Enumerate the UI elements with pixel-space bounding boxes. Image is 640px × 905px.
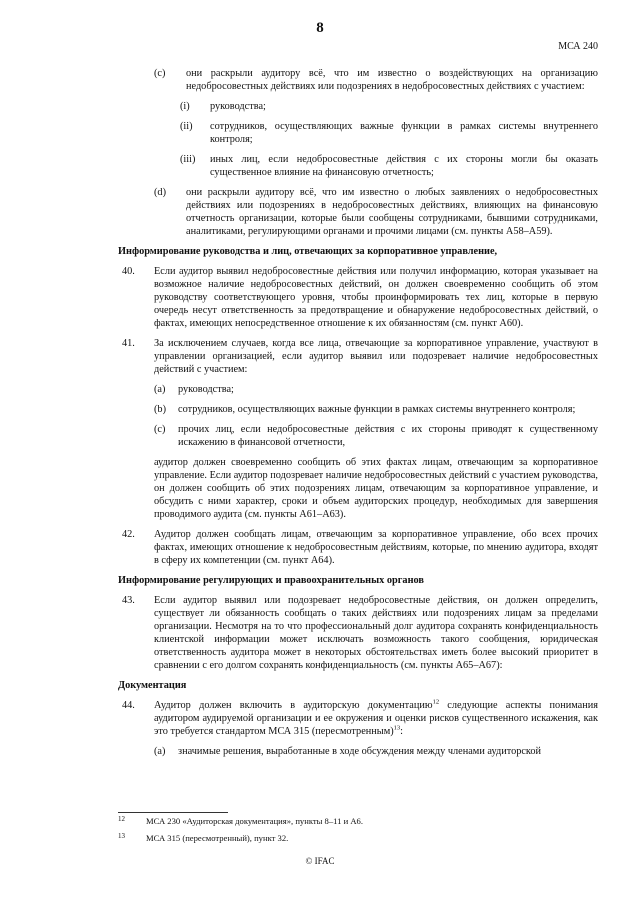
paragraph xyxy=(118,337,598,376)
footnote-number: 13 xyxy=(118,832,125,840)
paragraph-number: 42. xyxy=(122,529,135,540)
item-text: руководства; xyxy=(178,384,234,395)
item-label: (c) xyxy=(154,424,166,435)
item-label: (a) xyxy=(154,746,166,757)
footnote xyxy=(118,832,598,844)
section-heading: Информирование руководства и лиц, отвечающих за корпоративное управление, xyxy=(118,246,498,257)
item-label: (iii) xyxy=(180,154,196,165)
item-text: они раскрыли аудитору всё, что им известно о любых заявлениях о недобросовестных действиях или подозрениях в недобросовестных действиях, влияющих на финансовую отчетность организации, которые были сообщены сотрудниками, бывшими сотрудниками, аналитиками, регулирующими органами и прочими лицами (см. пункты А58–А59). xyxy=(186,187,598,237)
paragraph-text-part: следующие аспекты понимания аудитором аудируемой организации и ее окружения и оценки рисков существенного искажения, как это требуется стандартом МСА 315 (пересмотренным) xyxy=(154,700,598,737)
footnote-divider xyxy=(118,812,228,813)
item-label: (ii) xyxy=(180,121,193,132)
paragraph-text: Аудитор должен сообщать лицам, отвечающим за корпоративное управление, обо всех прочих фактах, имеющих отношение к недобросовестным действиям, которые, по мнению аудитора, входят в сферу их компетенции (см. пункт А64). xyxy=(154,529,598,566)
list-item xyxy=(118,153,598,179)
paragraph-text xyxy=(154,699,598,738)
item-text: руководства; xyxy=(210,101,266,112)
footnote-text: МСА 230 «Аудиторская документация», пункты 8–11 и А6. xyxy=(146,816,363,826)
section-heading: Информирование регулирующих и правоохранительных органов xyxy=(118,575,424,586)
item-text: они раскрыли аудитору всё, что им известно о воздействующих на организацию недобросовестных действиях или подозрениях в недобросовестных действиях с участием: xyxy=(186,68,598,92)
paragraph-text: аудитор должен своевременно сообщить об этих фактах лицам, отвечающим за корпоративное управление. Если аудитор подозревает наличие недобросовестных действий с участием руководства, он должен сообщить об этих подозрениях лицам, отвечающим за корпоративное управление, и обсудить с ними характер, сроки и объем аудиторских процедур, необходимых для завершения проводимого аудита (см. пункты А61–А63). xyxy=(154,457,598,520)
copyright-footer: © IFAC xyxy=(305,856,335,866)
footnote-ref[interactable]: 13 xyxy=(393,724,401,732)
standard-label: МСА 240 xyxy=(558,41,598,52)
item-label: (i) xyxy=(180,101,190,112)
footnote-text: МСА 315 (пересмотренный), пункт 32. xyxy=(146,833,289,843)
paragraph-number: 41. xyxy=(122,338,135,349)
paragraph xyxy=(118,528,598,567)
list-item xyxy=(118,67,598,93)
footnote-number: 12 xyxy=(118,815,125,823)
paragraph xyxy=(118,699,598,738)
list-item xyxy=(118,186,598,238)
paragraph xyxy=(118,265,598,330)
paragraph-text-part: : xyxy=(400,726,404,737)
footnote-ref[interactable]: 12 xyxy=(432,698,440,706)
item-label: (b) xyxy=(154,404,167,415)
item-label: (d) xyxy=(154,187,167,198)
page-number: 8 xyxy=(316,20,324,36)
paragraph-text: Если аудитор выявил недобросовестные действия или получил информацию, которая указывает на возможное наличие недобросовестных действий, он должен своевременно сообщить об этом руководству соответствующего уровня, чтобы проинформировать тех лиц, которые в первую очередь несут ответственность за предотвращение и обнаружение недобросовестных действий, о фактах, имеющих непосредственное отношение к их обязанностям (см. пункт А60). xyxy=(154,266,598,329)
item-text: сотрудников, осуществляющих важные функции в рамках системы внутреннего контроля; xyxy=(178,404,576,415)
list-item xyxy=(118,100,598,113)
item-text: сотрудников, осуществляющих важные функции в рамках системы внутреннего контроля; xyxy=(210,121,598,145)
item-label: (c) xyxy=(154,68,166,79)
paragraph-text: За исключением случаев, когда все лица, отвечающие за корпоративное управление, участвуют в управлении организацией, если аудитор выявил или подозревает наличие недобросовестных действий с участием: xyxy=(154,338,598,375)
page-body xyxy=(118,67,598,765)
list-item xyxy=(118,423,598,449)
paragraph-number: 40. xyxy=(122,266,135,277)
paragraph-text: Если аудитор выявил или подозревает недобросовестные действия, он должен определить, существует ли обязанность сообщать о таких действиях или подозрениях лицам за пределами организации. Несмотря на то что профессиональный долг аудитора сохранять конфиденциальность клиентской информации может исключать возможность такого сообщения, юридическая ответственность аудитора может в некоторых обстоятельствах иметь более высокий приоритет в сравнении с его долгом сохранять конфиденциальность (см. пункты А65–А67): xyxy=(154,595,598,671)
item-text: иных лиц, если недобросовестные действия с их стороны могли бы оказать существенное влияние на финансовую отчетность; xyxy=(210,154,598,178)
list-item xyxy=(118,383,598,396)
item-text: прочих лиц, если недобросовестные действия с их стороны приводят к существенному искажению в финансовой отчетности, xyxy=(178,424,598,448)
footnotes xyxy=(118,815,598,849)
paragraph xyxy=(118,594,598,672)
item-text: значимые решения, выработанные в ходе обсуждения между членами аудиторской xyxy=(178,746,542,757)
paragraph-text-part: Аудитор должен включить в аудиторскую документацию xyxy=(154,700,433,711)
section-heading: Документация xyxy=(118,680,187,691)
list-item xyxy=(118,120,598,146)
paragraph-number: 44. xyxy=(122,700,135,711)
paragraph-number: 43. xyxy=(122,595,135,606)
list-item xyxy=(118,403,598,416)
footnote xyxy=(118,815,598,827)
list-item xyxy=(118,745,598,758)
paragraph-continuation xyxy=(118,456,598,521)
item-label: (a) xyxy=(154,384,166,395)
